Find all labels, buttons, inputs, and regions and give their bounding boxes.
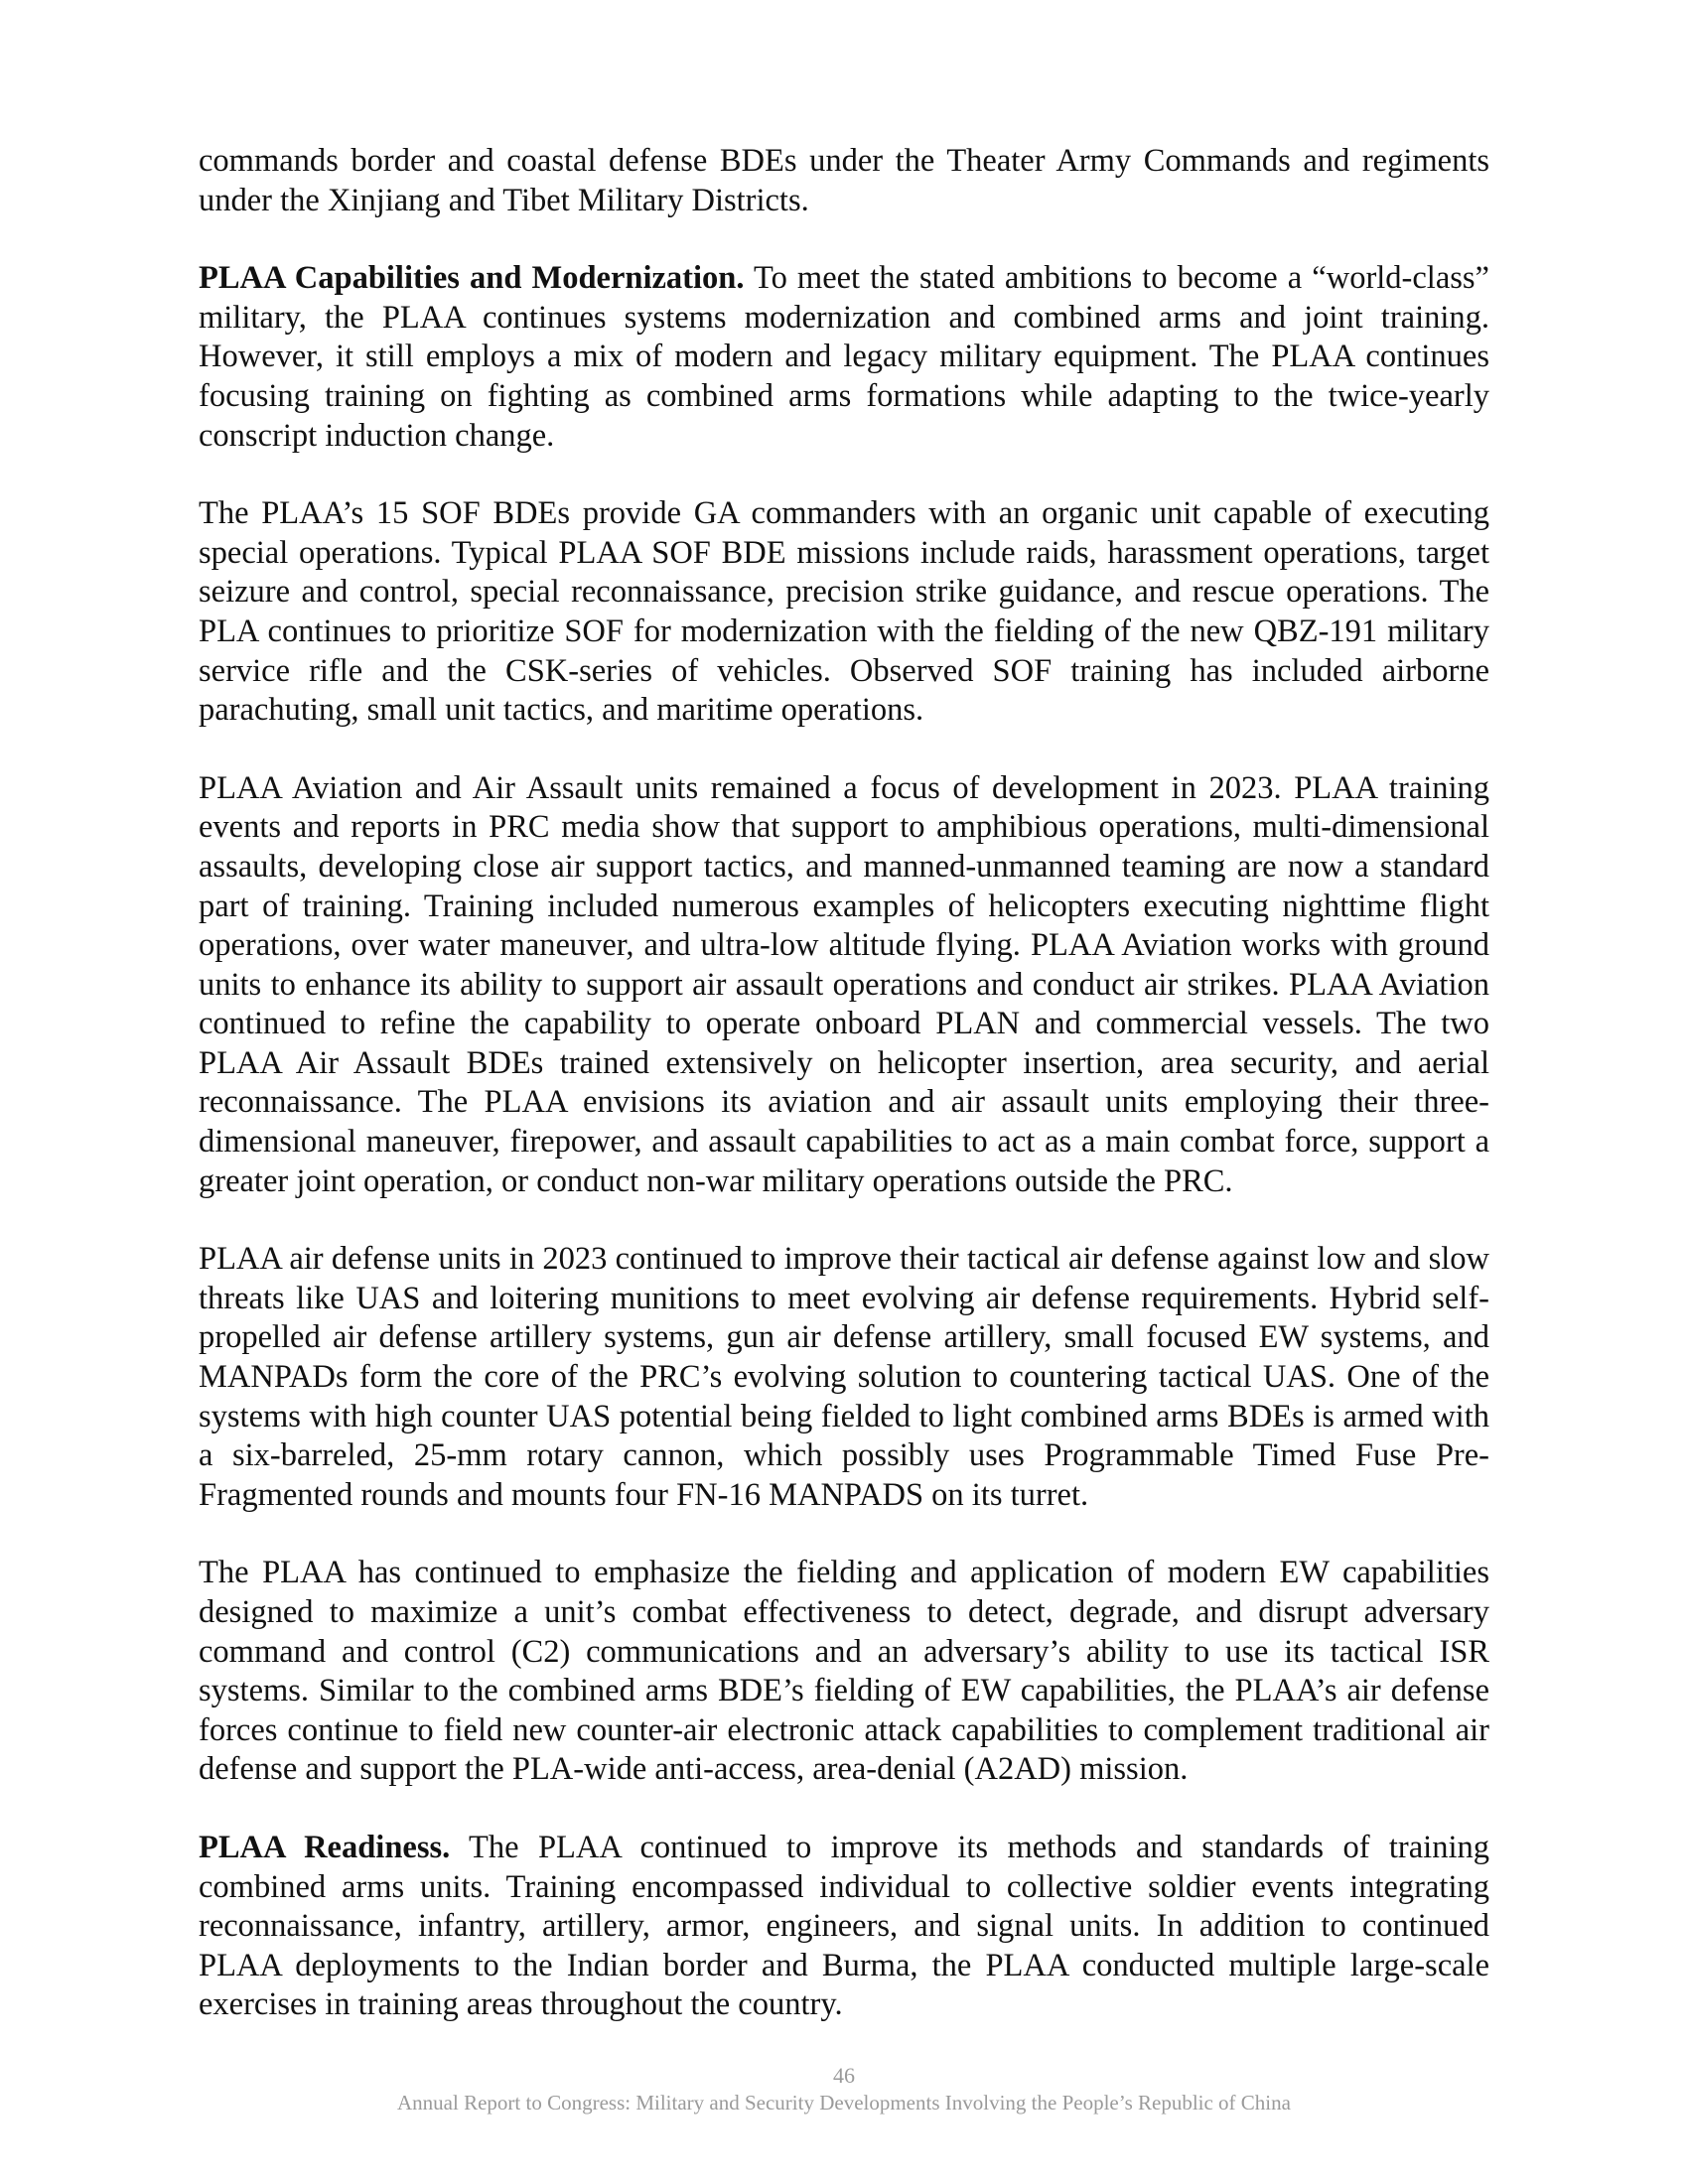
page-number: 46 — [833, 2063, 855, 2088]
document-body — [199, 142, 1489, 2064]
paragraph-text: PLAA Aviation and Air Assault units remained a focus of development in 2023. PLAA training events and reports in PRC media show that support to amphibious operations, multi-dimensional assaults, developing close air support tactics, and manned-unmanned teaming are now a standard part of training. Training included numerous examples of helicopters executing nighttime flight operations, over water maneuver, and ultra-low altitude flying. PLAA Aviation works with ground units to enhance its ability to support air assault operations and conduct air strikes. PLAA Aviation continued to refine the capability to operate onboard PLAN and commercial vessels. The two PLAA Air Assault BDEs trained extensively on helicopter insertion, area security, and aerial reconnaissance. The PLAA envisions its aviation and air assault units employing their three-dimensional maneuver, firepower, and assault capabilities to act as a main combat force, support a greater joint operation, or conduct non-war military operations outside the PRC. — [199, 769, 1489, 1199]
paragraph-capabilities-modernization — [199, 259, 1489, 456]
paragraph-electronic-warfare — [199, 1554, 1489, 1790]
paragraph-text: To meet the stated ambitions to become a “world-class” military, the PLAA continues systems modernization and combined arms and joint training. However, it still employs a mix of modern and legacy military equipment. The PLAA continues focusing training on fighting as combined arms formations while adapting to the twice-yearly conscript induction change. — [199, 260, 1489, 454]
footer-title: Annual Report to Congress: Military and Security Developments Involving the People’s Republic of China — [397, 2091, 1291, 2115]
section-heading-readiness: PLAA Readiness. — [199, 1829, 451, 1865]
paragraph-text: The PLAA continued to improve its methods and standards of training combined arms units. Training encompassed individual to collective soldier events integrating reconnaissance, infantry, artillery, armor, engineers, and signal units. In addition to continued PLAA deployments to the Indian border and Burma, the PLAA conducted multiple large-scale exercises in training areas throughout the country. — [199, 1829, 1489, 2023]
paragraph-readiness — [199, 1829, 1489, 2025]
paragraph-text: The PLAA’s 15 SOF BDEs provide GA commanders with an organic unit capable of executing special operations. Typical PLAA SOF BDE missions include raids, harassment operations, target seizure and control, special reconnaissance, precision strike guidance, and rescue operations. The PLA continues to prioritize SOF for modernization with the fielding of the new QBZ-191 military service rifle and the CSK-series of vehicles. Observed SOF training has included airborne parachuting, small unit tactics, and maritime operations. — [199, 495, 1489, 729]
paragraph-sof-bdes — [199, 494, 1489, 731]
paragraph-aviation-air-assault — [199, 769, 1489, 1202]
paragraph-border-coastal-defense — [199, 142, 1489, 220]
paragraph-text: commands border and coastal defense BDEs under the Theater Army Commands and regiments under the Xinjiang and Tibet Military Districts. — [199, 143, 1489, 218]
paragraph-air-defense — [199, 1240, 1489, 1515]
section-heading-capabilities: PLAA Capabilities and Modernization. — [199, 260, 745, 297]
paragraph-text: The PLAA has continued to emphasize the fielding and application of modern EW capabilities designed to maximize a unit’s combat effectiveness to detect, degrade, and disrupt adversary command and control (C2) communications and an adversary’s ability to use its tactical ISR systems. Similar to the combined arms BDE’s fielding of EW capabilities, the PLAA’s air defense forces continue to field new counter-air electronic attack capabilities to complement traditional air defense and support the PLA-wide anti-access, area-denial (A2AD) mission. — [199, 1555, 1489, 1788]
paragraph-text: PLAA air defense units in 2023 continued to improve their tactical air defense against low and slow threats like UAS and loitering munitions to meet evolving air defense requirements. Hybrid self-propelled air defense artillery systems, gun air defense artillery, small focused EW systems, and MANPADs form the core of the PRC’s evolving solution to countering tactical UAS. One of the systems with high counter UAS potential being fielded to light combined arms BDEs is armed with a six-barreled, 25-mm rotary cannon, which possibly uses Programmable Timed Fuse Pre-Fragmented rounds and mounts four FN-16 MANPADS on its turret. — [199, 1241, 1489, 1513]
